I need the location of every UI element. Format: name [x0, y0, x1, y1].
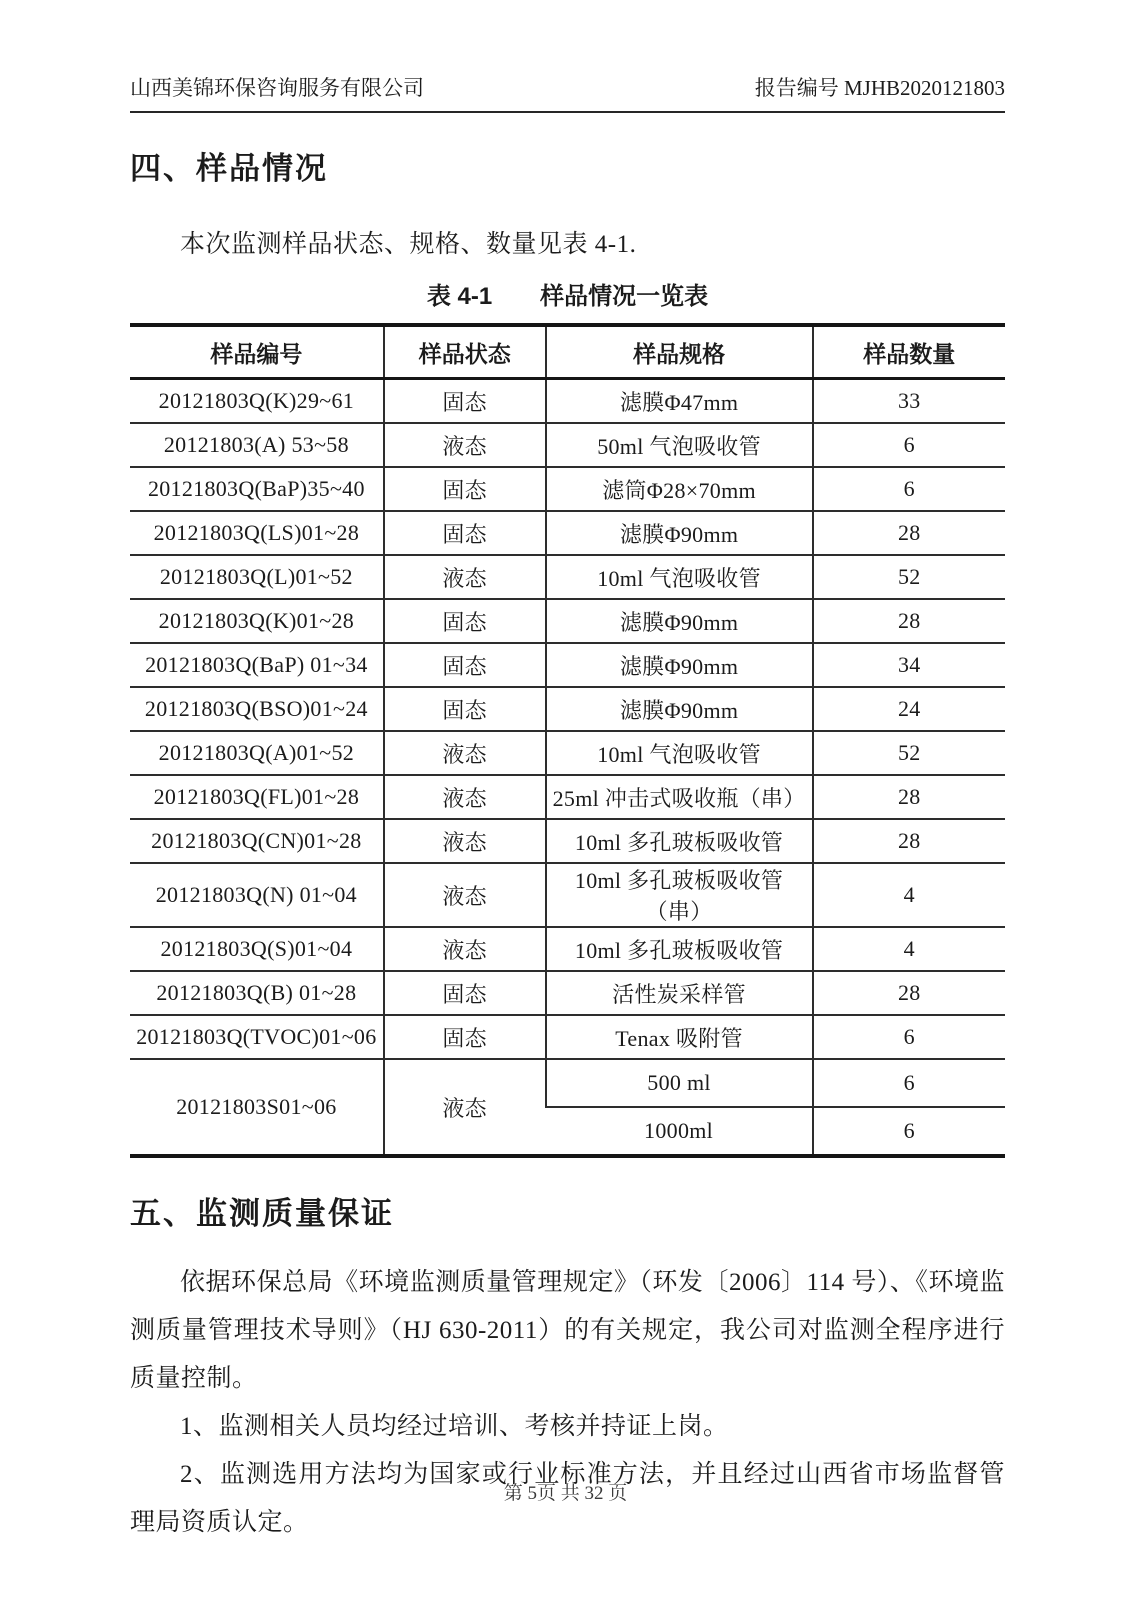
sample-spec-cell: 10ml 多孔玻板吸收管（串）: [546, 863, 813, 927]
table-caption: [130, 276, 1005, 311]
table-row: [130, 555, 1005, 599]
sample-qty-cell: 6: [813, 467, 1006, 511]
sample-state-cell: 液态: [384, 423, 546, 467]
table-row-merged: [130, 1059, 1005, 1107]
section4-title: 四、样品情况: [130, 151, 328, 186]
table-row: [130, 775, 1005, 819]
sample-qty-cell: 28: [813, 775, 1006, 819]
sample-state-cell: 液态: [384, 775, 546, 819]
sample-spec-cell: 滤膜Φ90mm: [546, 643, 813, 687]
column-header: 样品数量: [813, 325, 1006, 379]
sample-qty-cell: 52: [813, 555, 1006, 599]
sample-spec-cell: 活性炭采样管: [546, 971, 813, 1015]
sample-state-cell: 液态: [384, 863, 546, 927]
table-row: [130, 599, 1005, 643]
sample-id-cell: 20121803Q(B) 01~28: [130, 971, 384, 1015]
page-header: [130, 72, 1005, 113]
sample-state-cell: 液态: [384, 555, 546, 599]
report-number: 报告编号 MJHB2020121803: [754, 76, 1005, 100]
sample-qty-cell: 6: [813, 423, 1006, 467]
sample-id-cell: 20121803(A) 53~58: [130, 423, 384, 467]
table-row: [130, 643, 1005, 687]
table-row: [130, 379, 1005, 424]
sample-spec-cell: 1000ml: [546, 1107, 813, 1156]
sample-state-cell: 液态: [384, 927, 546, 971]
column-header: 样品编号: [130, 325, 384, 379]
table-row: [130, 1015, 1005, 1059]
sample-spec-cell: 滤膜Φ90mm: [546, 511, 813, 555]
table-row: [130, 927, 1005, 971]
sample-qty-cell: 28: [813, 511, 1006, 555]
sample-spec-cell: 10ml 多孔玻板吸收管: [546, 819, 813, 863]
sample-qty-cell: 6: [813, 1107, 1006, 1156]
table-header-row: [130, 325, 1005, 379]
table-row: [130, 819, 1005, 863]
column-header: 样品状态: [384, 325, 546, 379]
sample-id-cell: 20121803Q(FL)01~28: [130, 775, 384, 819]
sample-id-cell: 20121803Q(TVOC)01~06: [130, 1015, 384, 1059]
sample-state-cell: 液态: [384, 1059, 546, 1156]
sample-state-cell: 液态: [384, 819, 546, 863]
sample-qty-cell: 6: [813, 1059, 1006, 1107]
sample-state-cell: 固态: [384, 1015, 546, 1059]
company-name: 山西美锦环保咨询服务有限公司: [130, 76, 424, 100]
sample-spec-cell: 滤膜Φ90mm: [546, 599, 813, 643]
sample-id-cell: 20121803Q(A)01~52: [130, 731, 384, 775]
sample-state-cell: 固态: [384, 511, 546, 555]
sample-id-cell: 20121803Q(CN)01~28: [130, 819, 384, 863]
sample-id-cell: 20121803S01~06: [130, 1059, 384, 1156]
section5-title: 五、监测质量保证: [130, 1196, 394, 1231]
table-caption-title: 样品情况一览表: [540, 283, 709, 310]
sample-id-cell: 20121803Q(BSO)01~24: [130, 687, 384, 731]
table-row: [130, 687, 1005, 731]
table-row: [130, 511, 1005, 555]
sample-spec-cell: 50ml 气泡吸收管: [546, 423, 813, 467]
sample-id-cell: 20121803Q(N) 01~04: [130, 863, 384, 927]
sample-state-cell: 固态: [384, 379, 546, 424]
sample-state-cell: 固态: [384, 971, 546, 1015]
sample-spec-cell: 滤膜Φ90mm: [546, 687, 813, 731]
intro-paragraph: 本次监测样品状态、规格、数量见表 4-1.: [180, 231, 637, 258]
sample-spec-cell: 滤膜Φ47mm: [546, 379, 813, 424]
sample-state-cell: 固态: [384, 687, 546, 731]
sample-id-cell: 20121803Q(L)01~52: [130, 555, 384, 599]
table-row: [130, 731, 1005, 775]
table-row: [130, 467, 1005, 511]
qa-paragraph-3: 2、监测选用方法均为国家或行业标准方法，并且经过山西省市场监督管理局资质认定。: [130, 1461, 1005, 1536]
qa-paragraph-2: 1、监测相关人员均经过培训、考核并持证上岗。: [180, 1413, 729, 1440]
sample-id-cell: 20121803Q(K)29~61: [130, 379, 384, 424]
sample-qty-cell: 4: [813, 927, 1006, 971]
page-footer: [0, 1478, 1131, 1505]
sample-state-cell: 液态: [384, 731, 546, 775]
sample-id-cell: 20121803Q(BaP) 01~34: [130, 643, 384, 687]
sample-qty-cell: 33: [813, 379, 1006, 424]
table-row: [130, 423, 1005, 467]
sample-qty-cell: 34: [813, 643, 1006, 687]
sample-spec-cell: Tenax 吸附管: [546, 1015, 813, 1059]
page-number: 第 5页 共 32 页: [503, 1483, 628, 1504]
sample-table: [130, 323, 1005, 1158]
sample-qty-cell: 6: [813, 1015, 1006, 1059]
sample-id-cell: 20121803Q(LS)01~28: [130, 511, 384, 555]
column-header: 样品规格: [546, 325, 813, 379]
sample-state-cell: 固态: [384, 599, 546, 643]
sample-state-cell: 固态: [384, 467, 546, 511]
sample-spec-cell: 10ml 多孔玻板吸收管: [546, 927, 813, 971]
sample-id-cell: 20121803Q(K)01~28: [130, 599, 384, 643]
table-caption-label: 表 4-1: [426, 283, 493, 310]
sample-spec-cell: 10ml 气泡吸收管: [546, 555, 813, 599]
sample-qty-cell: 28: [813, 971, 1006, 1015]
table-row: [130, 863, 1005, 927]
sample-spec-cell: 滤筒Φ28×70mm: [546, 467, 813, 511]
sample-id-cell: 20121803Q(BaP)35~40: [130, 467, 384, 511]
qa-paragraph-1: 依据环保总局《环境监测质量管理规定》（环发〔2006〕114 号）、《环境监测质量管理技术导则》（HJ 630-2011）的有关规定，我公司对监测全程序进行质量控制。: [130, 1269, 1005, 1392]
sample-qty-cell: 28: [813, 599, 1006, 643]
sample-spec-cell: 25ml 冲击式吸收瓶（串）: [546, 775, 813, 819]
sample-qty-cell: 24: [813, 687, 1006, 731]
sample-state-cell: 固态: [384, 643, 546, 687]
sample-qty-cell: 52: [813, 731, 1006, 775]
sample-spec-cell: 10ml 气泡吸收管: [546, 731, 813, 775]
sample-qty-cell: 4: [813, 863, 1006, 927]
sample-spec-cell: 500 ml: [546, 1059, 813, 1107]
table-row: [130, 971, 1005, 1015]
sample-qty-cell: 28: [813, 819, 1006, 863]
sample-id-cell: 20121803Q(S)01~04: [130, 927, 384, 971]
